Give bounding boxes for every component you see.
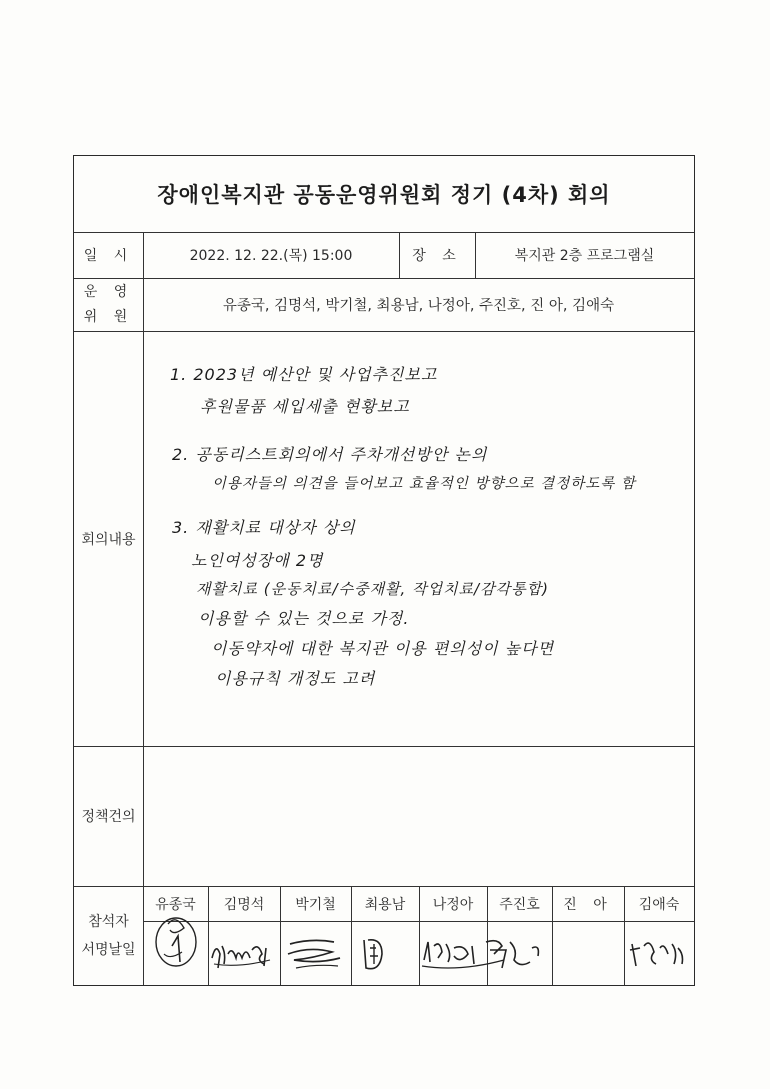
place-value: 복지관 2층 프로그램실: [514, 248, 655, 264]
datetime-value: 2022. 12. 22.(목) 15:00: [189, 248, 353, 264]
place-label: 장 소: [412, 248, 462, 264]
content-line-6: 노인여성장애 2명: [191, 551, 324, 570]
attendee-name-8: 김애숙: [638, 896, 680, 913]
signature-3: [282, 924, 350, 984]
meeting-minutes-form: [73, 155, 695, 986]
signature-5-6: [420, 924, 550, 984]
content-line-10: 이용규칙 개정도 고려: [215, 669, 376, 688]
content-line-5: 3. 재활치료 대상자 상의: [172, 518, 356, 537]
attendee-name-6: 주진호: [499, 896, 540, 913]
attendee-name-1: 유종국: [155, 896, 196, 913]
content-line-3: 2. 공동리스트회의에서 주차개선방안 논의: [172, 445, 488, 464]
members-label-line1: 운 영: [83, 283, 134, 300]
signature-4: [354, 924, 418, 984]
attendee-name-4: 최용남: [364, 896, 406, 913]
content-line-8: 이용할 수 있는 것으로 가정.: [198, 609, 410, 628]
attendee-name-3: 박기철: [295, 896, 336, 913]
content-line-1: 1. 2023년 예산안 및 사업추진보고: [170, 365, 438, 384]
attendance-label-line1: 참석자: [88, 913, 129, 930]
content-line-2: 후원물품 세입세출 현황보고: [200, 397, 410, 416]
datetime-label: 일 시: [83, 248, 134, 264]
signature-2: [208, 924, 280, 984]
document-title: 장애인복지관 공동운영위원회 정기 (4차) 회의: [157, 183, 611, 207]
attendee-name-7: 진 아: [563, 896, 613, 913]
members-label: [74, 278, 143, 331]
members-label-line2: 위 원: [83, 308, 134, 325]
content-line-4: 이용자들의 의견을 들어보고 효율적인 방향으로 결정하도록 함: [212, 476, 636, 492]
attendee-name-2: 김명석: [223, 896, 265, 913]
attendance-label-line2: 서명날일: [81, 941, 136, 958]
attendee-name-5: 나정아: [432, 896, 474, 913]
policy-label: 정책건의: [81, 809, 136, 825]
attendance-label: [74, 886, 143, 985]
content-line-9: 이동약자에 대한 복지관 이용 편의성이 높다면: [211, 639, 555, 658]
signature-1: [146, 884, 206, 984]
meeting-content-label: 회의내용: [81, 531, 136, 548]
members-value: 유종국, 김명석, 박기철, 최용남, 나정아, 주진호, 진 아, 김애숙: [222, 298, 615, 314]
signature-8: [626, 924, 694, 984]
content-line-7: 재활치료 (운동치료/수중재활, 작업치료/감각통합): [196, 580, 549, 598]
